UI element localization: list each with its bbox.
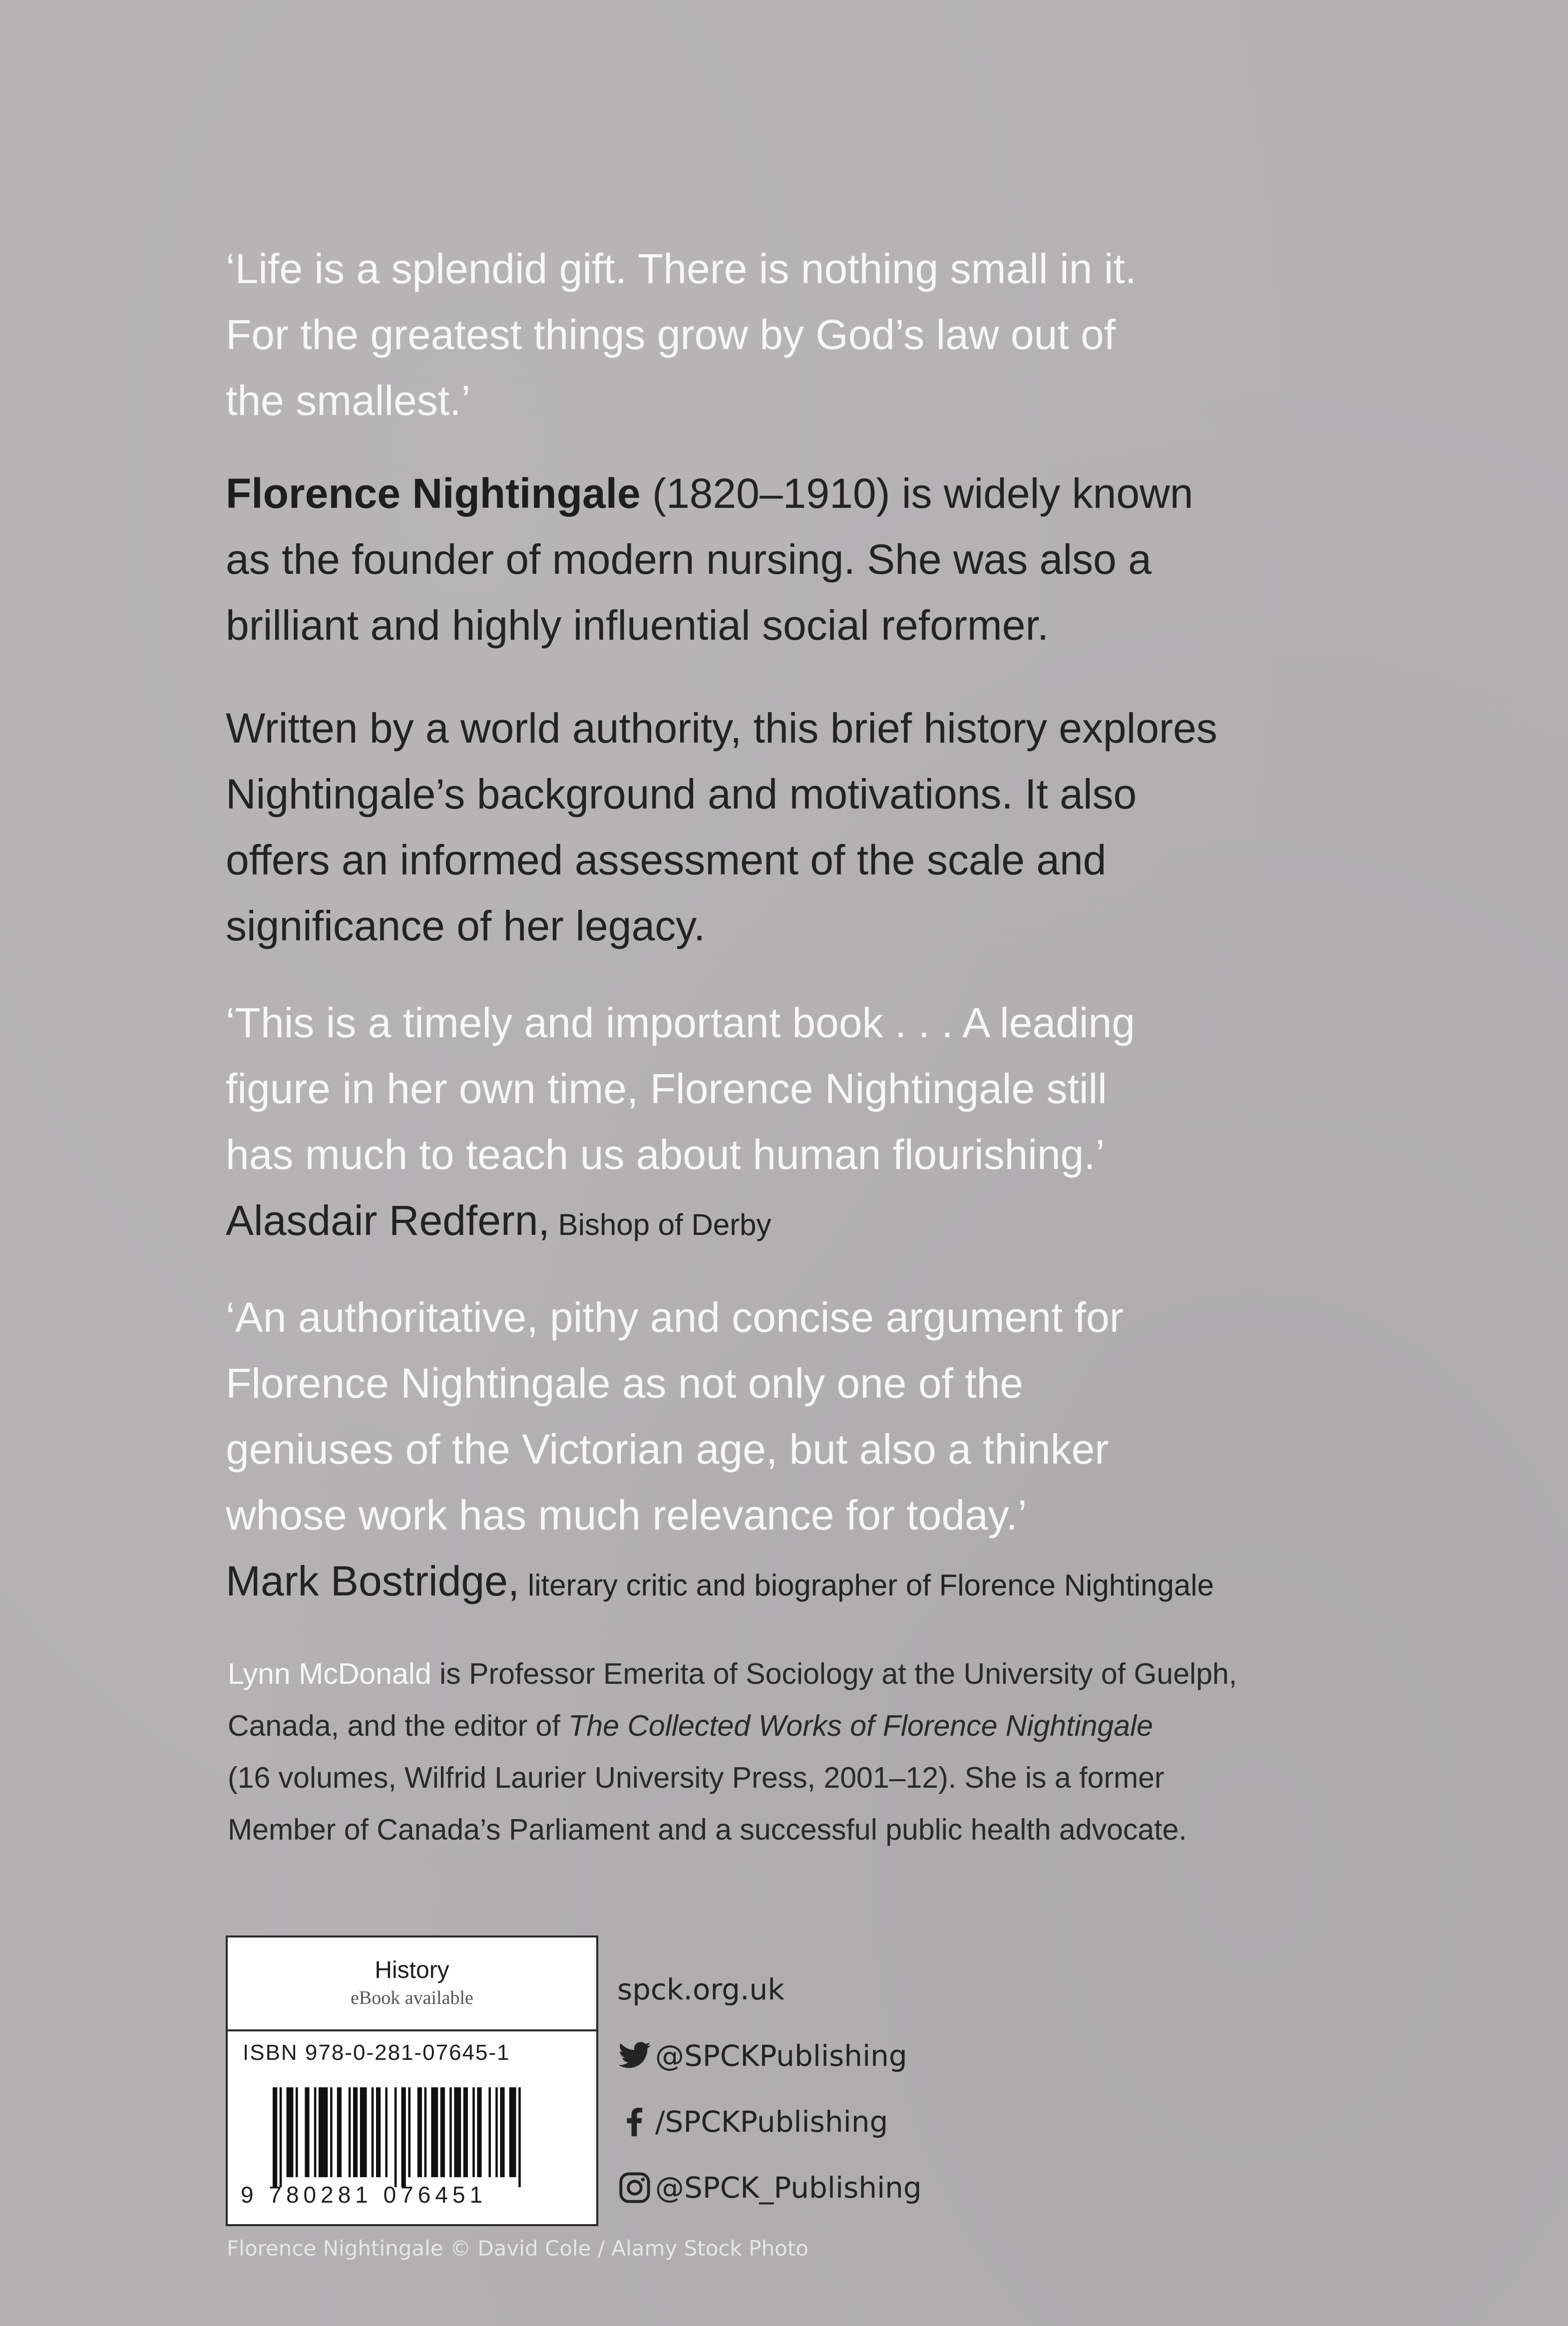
epigraph-line: the smallest.’ [226, 377, 471, 424]
endorsement-quote-2 [226, 1284, 1374, 1618]
instagram-handle: @SPCK_Publishing [655, 2171, 922, 2205]
subject-name: Florence Nightingale [226, 470, 641, 517]
barcode-digits: 9 780281 076451 [241, 2182, 487, 2208]
intro-line: brilliant and highly influential social reformer. [226, 602, 1049, 649]
epigraph-line: ‘Life is a splendid gift. There is nothing small in it. [226, 245, 1137, 292]
barcode-bar [424, 2087, 427, 2177]
bio-line: (16 volumes, Wilfrid Laurier University Press, 2001–12). She is a former [228, 1761, 1165, 1794]
barcode-bar [385, 2087, 388, 2177]
barcode-bars [273, 2087, 562, 2187]
quote-line: ‘An authoritative, pithy and concise argument for [226, 1294, 1124, 1341]
photo-credit: Florence Nightingale © David Cole / Alamy Stock Photo [227, 2236, 808, 2261]
bio-line: Member of Canada’s Parliament and a successful public health advocate. [228, 1813, 1187, 1846]
barcode-bar [500, 2087, 504, 2177]
barcode-bar [337, 2087, 342, 2177]
author-name: Lynn McDonald [228, 1657, 431, 1690]
website-link[interactable] [617, 1972, 784, 2006]
summary-line: significance of her legacy. [226, 902, 706, 949]
isbn-label: ISBN 978-0-281-07645-1 [243, 2040, 510, 2065]
barcode-bar [280, 2087, 282, 2187]
barcode-bar [296, 2087, 298, 2177]
twitter-link[interactable] [617, 2038, 907, 2073]
barcode-bar [454, 2087, 461, 2177]
barcode-bar [273, 2087, 277, 2187]
facebook-link[interactable] [617, 2104, 888, 2139]
barcode-bar [463, 2087, 468, 2177]
barcode-bar [314, 2087, 317, 2177]
instagram-link[interactable] [617, 2170, 922, 2205]
facebook-handle: /SPCKPublishing [655, 2105, 888, 2139]
barcode-bar [353, 2087, 358, 2177]
intro-paragraph [226, 460, 1374, 658]
quote-line: Florence Nightingale as not only one of the [226, 1360, 1024, 1407]
quote-author: Alasdair Redfern, [226, 1197, 550, 1244]
barcode-bar [477, 2087, 481, 2177]
category-label: History [375, 1957, 449, 1983]
bio-line-start: Canada, and the editor of [228, 1709, 569, 1742]
quote-line: ‘This is a timely and important book . . . A leading [226, 999, 1135, 1046]
barcode-bar [372, 2087, 374, 2177]
endorsement-quote-1 [226, 990, 1374, 1258]
barcode-bar [417, 2087, 422, 2177]
quote-author-role: literary critic and biographer of Florence Nightingale [519, 1568, 1214, 1602]
intro-line [226, 460, 1374, 526]
epigraph-line: For the greatest things grow by God’s law out of [226, 311, 1116, 358]
quote-line: whose work has much relevance for today.’ [226, 1492, 1027, 1539]
website-text: spck.org.uk [617, 1972, 784, 2006]
quote-author: Mark Bostridge, [226, 1557, 520, 1604]
intro-line-rest: (1820–1910) is widely known [640, 470, 1193, 517]
summary-line: Written by a world authority, this brief history explores [226, 705, 1217, 752]
book-title: The Collected Works of Florence Nightingale [568, 1709, 1153, 1742]
barcode-bar [376, 2087, 381, 2177]
barcode-box [226, 1936, 598, 2226]
twitter-handle: @SPCKPublishing [655, 2039, 907, 2073]
quote-line: geniuses of the Victorian age, but also a thinker [226, 1426, 1109, 1473]
barcode-bar [319, 2087, 328, 2177]
barcode-bar [360, 2087, 367, 2177]
barcode-bar [349, 2087, 351, 2177]
twitter-bird-icon [617, 2038, 652, 2073]
quote-line: has much to teach us about human flourishing.’ [226, 1131, 1105, 1178]
barcode-bar [305, 2087, 309, 2177]
barcode-bar [472, 2087, 475, 2177]
barcode-bar [431, 2087, 438, 2177]
barcode-bar [449, 2087, 452, 2177]
category-panel [228, 1938, 596, 2031]
facebook-icon [617, 2104, 652, 2139]
ebook-label: eBook available [351, 1987, 473, 2008]
barcode-bar [330, 2087, 333, 2177]
bio-line [228, 1700, 1391, 1752]
summary-paragraph [226, 695, 1374, 959]
quote-attribution [226, 1548, 1374, 1618]
summary-line: Nightingale’s background and motivations. It also [226, 771, 1137, 817]
barcode-bar [408, 2087, 410, 2177]
barcode-bar [488, 2087, 491, 2177]
barcode-bar [440, 2087, 445, 2177]
bio-line [228, 1648, 1391, 1700]
bio-line-rest: is Professor Emerita of Sociology at the University of Guelph, [431, 1657, 1237, 1690]
quote-author-role: Bishop of Derby [550, 1208, 772, 1241]
barcode-bar [495, 2087, 498, 2177]
epigraph [226, 236, 1374, 433]
quote-line: figure in her own time, Florence Nightingale still [226, 1065, 1107, 1112]
barcode-bar [401, 2087, 406, 2187]
instagram-icon [617, 2170, 652, 2205]
barcode-bar [518, 2087, 521, 2187]
barcode-bar [394, 2087, 397, 2187]
summary-line: offers an informed assessment of the scale and [226, 836, 1107, 883]
barcode-bar [509, 2087, 516, 2177]
author-bio [228, 1648, 1391, 1856]
quote-attribution [226, 1187, 1374, 1258]
barcode-bar [287, 2087, 294, 2177]
intro-line: as the founder of modern nursing. She was also a [226, 536, 1152, 583]
